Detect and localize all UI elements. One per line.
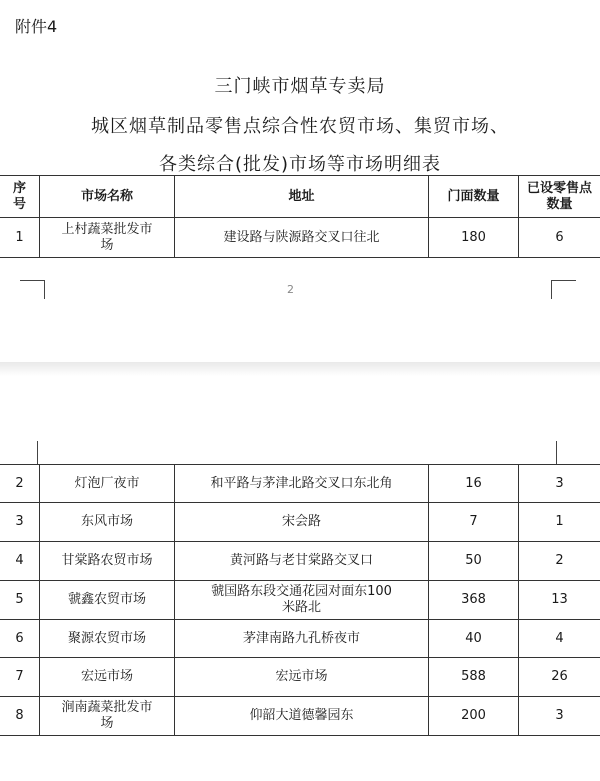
page-corner-right: [551, 280, 576, 299]
table-row: [0, 218, 600, 258]
cell-name: [40, 218, 175, 258]
cell-retail: 1: [519, 503, 600, 542]
cell-name: 聚源农贸市场: [40, 620, 175, 658]
table-row: [0, 658, 600, 697]
cell-seq: 1: [0, 218, 40, 258]
header-seq-line2: 号: [12, 196, 26, 212]
table-row: [0, 620, 600, 658]
cell-address: [175, 581, 429, 620]
cell-name: 东风市场: [40, 503, 175, 542]
cell-name-line2: 场: [100, 716, 114, 731]
cell-address: 仰韶大道德馨园东: [175, 697, 429, 736]
cell-address: 和平路与茅津北路交叉口东北角: [175, 465, 429, 503]
cell-retail: 13: [519, 581, 600, 620]
cell-seq: 3: [0, 503, 40, 542]
cell-stores: 7: [429, 503, 519, 542]
cell-retail: 2: [519, 542, 600, 581]
cell-seq: 2: [0, 465, 40, 503]
table-row: [0, 465, 600, 503]
page-break-shadow: [0, 362, 600, 376]
cell-seq: 4: [0, 542, 40, 581]
cell-seq: 7: [0, 658, 40, 697]
table-row: [0, 697, 600, 736]
cell-stores: 40: [429, 620, 519, 658]
market-table-page1: [0, 175, 600, 258]
cell-stores: 588: [429, 658, 519, 697]
cell-address-line1: 虢国路东段交通花园对面东100: [211, 584, 392, 599]
title-line-2: 城区烟草制品零售点综合性农贸市场、集贸市场、: [91, 116, 509, 137]
cell-stores: 50: [429, 542, 519, 581]
cell-address: 黄河路与老甘棠路交叉口: [175, 542, 429, 581]
page-corner-right-2: [556, 441, 557, 465]
cell-name-line2: 场: [100, 237, 114, 253]
cell-stores: 200: [429, 697, 519, 736]
cell-name: 甘棠路农贸市场: [40, 542, 175, 581]
cell-retail: 3: [519, 697, 600, 736]
attachment-label: 附件4: [15, 17, 58, 36]
cell-name-line1: 上村蔬菜批发市: [61, 221, 153, 237]
header-retail-line1: 已设零售点: [526, 180, 592, 196]
cell-name: 宏远市场: [40, 658, 175, 697]
table-header-row: [0, 176, 600, 218]
header-retail-line2: 数量: [546, 196, 573, 212]
header-retail: [519, 176, 600, 218]
cell-name: [40, 697, 175, 736]
table-row: [0, 503, 600, 542]
table-row: [0, 581, 600, 620]
cell-address: 宏远市场: [175, 658, 429, 697]
header-address: 地址: [175, 176, 429, 218]
cell-address: 宋会路: [175, 503, 429, 542]
cell-seq: 6: [0, 620, 40, 658]
cell-seq: 5: [0, 581, 40, 620]
cell-address: 建设路与陕源路交叉口往北: [175, 218, 429, 258]
title-line-1: 三门峡市烟草专卖局: [214, 76, 386, 97]
cell-name-line1: 涧南蔬菜批发市: [61, 700, 153, 715]
page-corner-left: [20, 280, 45, 299]
cell-stores: 16: [429, 465, 519, 503]
cell-address-line2: 米路北: [281, 600, 321, 615]
table-row: [0, 542, 600, 581]
header-seq-line1: 序: [12, 180, 26, 196]
cell-address: 茅津南路九孔桥夜市: [175, 620, 429, 658]
page-number: 2: [287, 283, 294, 296]
cell-retail: 6: [519, 218, 600, 258]
header-name: 市场名称: [40, 176, 175, 218]
market-table-page2: [0, 464, 600, 736]
cell-stores: 368: [429, 581, 519, 620]
header-seq: [0, 176, 40, 218]
cell-stores: 180: [429, 218, 519, 258]
cell-name: 虢鑫农贸市场: [40, 581, 175, 620]
cell-name: 灯泡厂夜市: [40, 465, 175, 503]
cell-retail: 3: [519, 465, 600, 503]
header-stores: 门面数量: [429, 176, 519, 218]
cell-retail: 26: [519, 658, 600, 697]
title-line-3: 各类综合(批发)市场等市场明细表: [158, 154, 442, 175]
cell-seq: 8: [0, 697, 40, 736]
cell-retail: 4: [519, 620, 600, 658]
page-corner-left-2: [37, 441, 38, 465]
